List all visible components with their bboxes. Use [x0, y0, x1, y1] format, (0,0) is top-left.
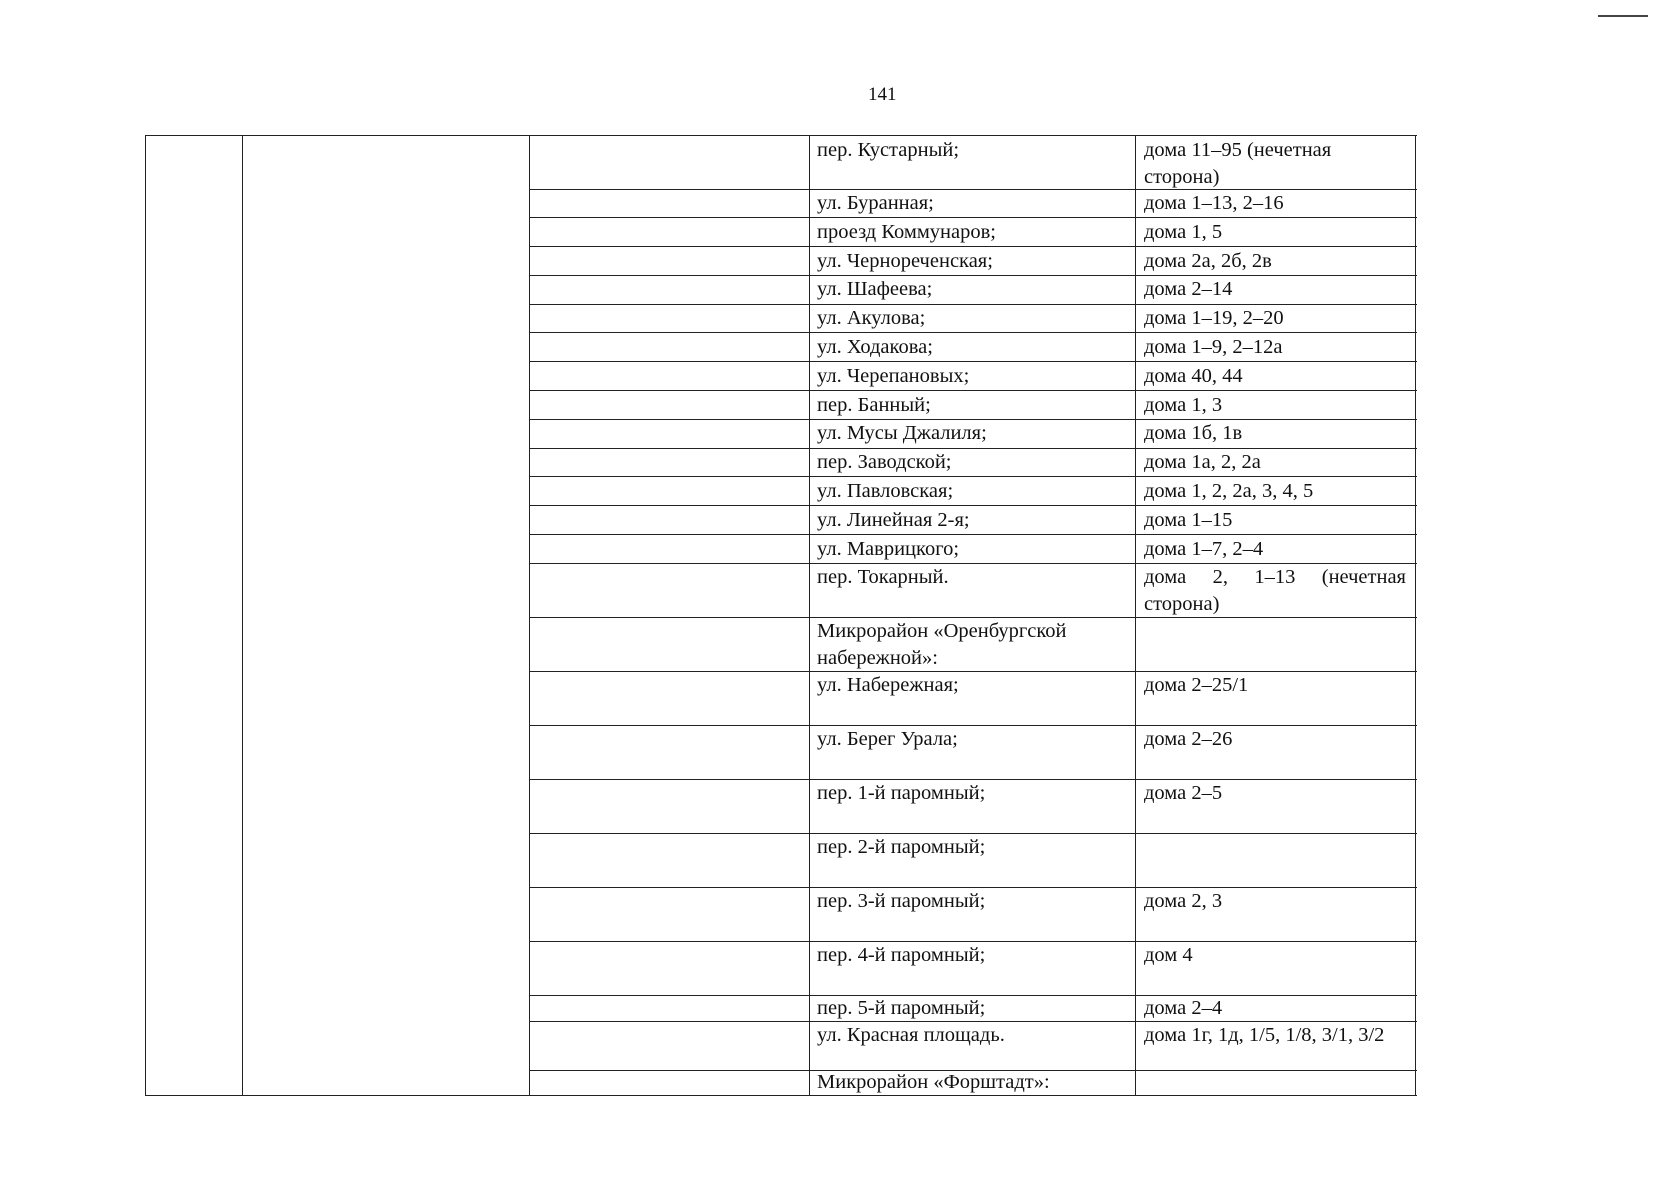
- house-numbers: дома 1, 5: [1144, 221, 1223, 243]
- column-divider-1: [242, 135, 243, 1096]
- row-divider: [529, 217, 1417, 218]
- street-name: пер. Банный;: [817, 394, 931, 416]
- house-numbers: дома 1, 2, 2а, 3, 4, 5: [1144, 480, 1314, 502]
- column-divider-3: [809, 135, 810, 1096]
- table-border-bottom: [145, 1095, 1417, 1096]
- street-name: пер. 2-й паромный;: [817, 836, 986, 858]
- street-name: пер. Кустарный;: [817, 139, 960, 161]
- district-heading: Микрорайон «Оренбургской набережной»:: [817, 620, 1067, 669]
- street-name: ул. Ходакова;: [817, 336, 933, 358]
- street-name: ул. Буранная;: [817, 192, 934, 214]
- street-name: ул. Красная площадь.: [817, 1024, 1005, 1046]
- street-name: пер. 1-й паромный;: [817, 782, 986, 804]
- column-divider-4: [1135, 135, 1136, 1096]
- street-name: пер. 5-й паромный;: [817, 997, 986, 1019]
- row-divider: [529, 505, 1417, 506]
- house-numbers: дома 2, 3: [1144, 890, 1223, 912]
- corner-scan-mark: [1598, 15, 1648, 17]
- street-name: пер. Заводской;: [817, 451, 952, 473]
- street-name: ул. Павловская;: [817, 480, 954, 502]
- row-divider: [529, 534, 1417, 535]
- street-name: проезд Коммунаров;: [817, 221, 997, 243]
- street-name: ул. Шафеева;: [817, 278, 933, 300]
- street-name: ул. Линейная 2-я;: [817, 509, 970, 531]
- table-border-left: [145, 135, 146, 1096]
- house-numbers: дома 2, 1–13 (нечетная сторона): [1144, 566, 1406, 615]
- house-numbers: дома 1–9, 2–12а: [1144, 336, 1283, 358]
- table-border-right: [1415, 135, 1416, 1096]
- street-name: ул. Акулова;: [817, 307, 926, 329]
- row-divider: [529, 476, 1417, 477]
- street-name: пер. Токарный.: [817, 566, 949, 588]
- house-numbers: дома 1г, 1д, 1/5, 1/8, 3/1, 3/2: [1144, 1024, 1385, 1046]
- district-heading: Микрорайон «Форштадт»:: [817, 1071, 1050, 1093]
- street-name: ул. Маврицкого;: [817, 538, 960, 560]
- row-divider: [529, 246, 1417, 247]
- street-name: ул. Мусы Джалиля;: [817, 422, 987, 444]
- house-numbers: дома 1–15: [1144, 509, 1233, 531]
- table-border-top: [145, 135, 1417, 136]
- column-divider-2: [529, 135, 530, 1096]
- address-table: [145, 135, 1417, 1096]
- house-numbers: дома 11–95 (нечетная сторона): [1144, 139, 1332, 188]
- street-name: пер. 4-й паромный;: [817, 944, 986, 966]
- house-numbers: дома 1, 3: [1144, 394, 1223, 416]
- house-numbers: дома 1б, 1в: [1144, 422, 1243, 444]
- house-numbers: дома 1а, 2, 2а: [1144, 451, 1261, 473]
- house-numbers: дома 2–5: [1144, 782, 1223, 804]
- street-name: пер. 3-й паромный;: [817, 890, 986, 912]
- house-numbers: дома 1–7, 2–4: [1144, 538, 1264, 560]
- row-divider: [529, 390, 1417, 391]
- street-name: ул. Черепановых;: [817, 365, 970, 387]
- house-numbers: дома 2–4: [1144, 997, 1223, 1019]
- street-name: ул. Набережная;: [817, 674, 959, 696]
- house-numbers: дома 2а, 2б, 2в: [1144, 250, 1272, 272]
- house-numbers: дома 1–13, 2–16: [1144, 192, 1284, 214]
- house-numbers: дома 1–19, 2–20: [1144, 307, 1284, 329]
- house-numbers: дом 4: [1144, 944, 1193, 966]
- house-numbers: дома 40, 44: [1144, 365, 1243, 387]
- row-divider: [529, 332, 1417, 333]
- house-numbers: дома 2–14: [1144, 278, 1233, 300]
- street-name: ул. Берег Урала;: [817, 728, 958, 750]
- page-number: 141: [868, 84, 897, 105]
- house-numbers: дома 2–25/1: [1144, 674, 1249, 696]
- house-numbers: дома 2–26: [1144, 728, 1233, 750]
- row-divider: [529, 361, 1417, 362]
- street-name: ул. Чернореченская;: [817, 250, 993, 272]
